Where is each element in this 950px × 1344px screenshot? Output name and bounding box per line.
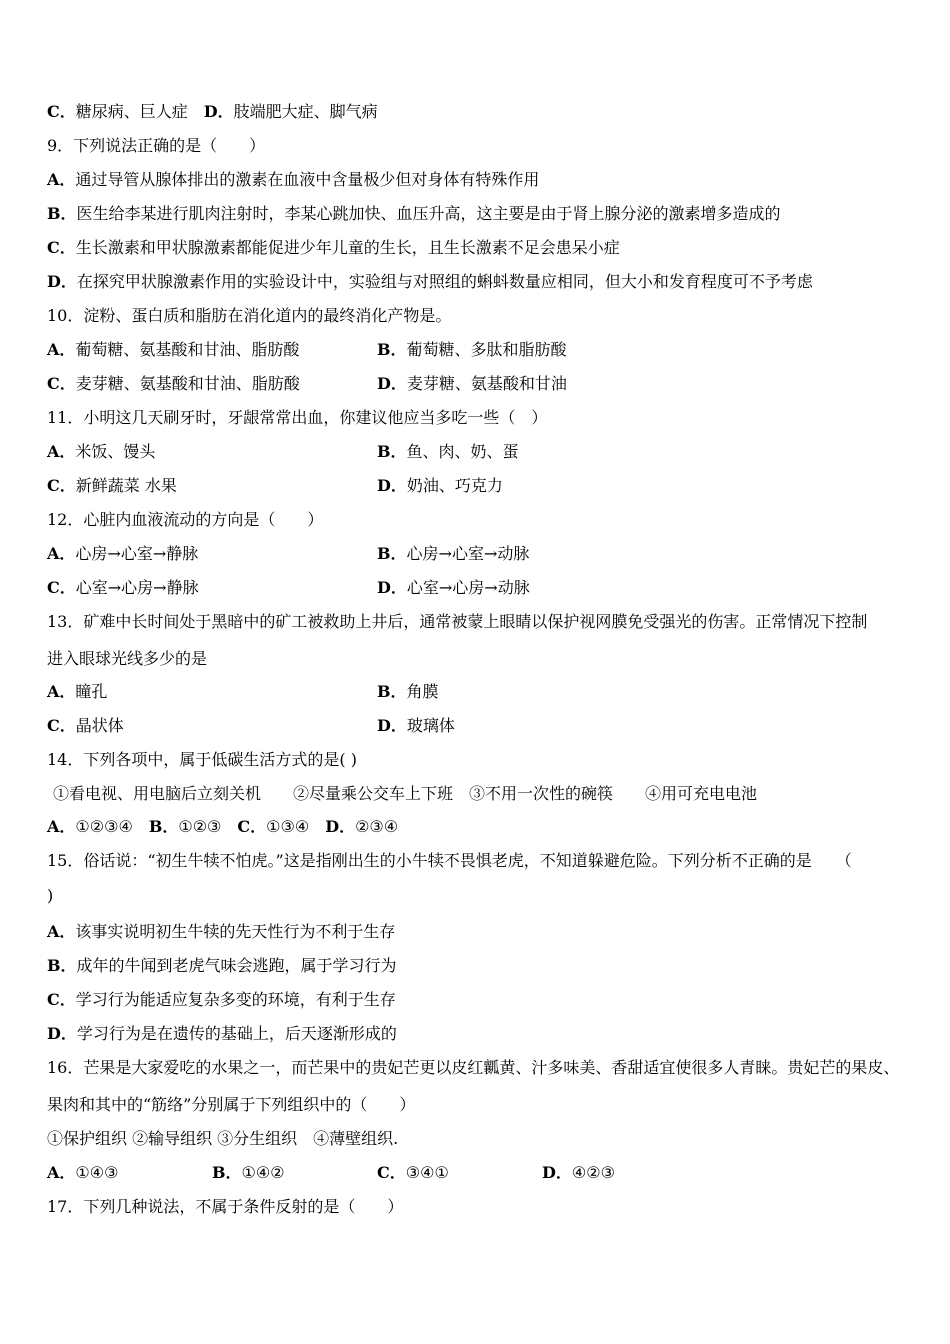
option-label: C． [47,990,76,1009]
q14-items: ①看电视、用电脑后立刻关机 ②尽量乘公交车上下班 ③不用一次性的碗筷 ④用可充电电池 [53,784,758,803]
option-text: 麦芽糖、氨基酸和甘油 [406,374,567,393]
option-text: ②③④ [355,817,399,836]
q10-option-b [377,340,567,360]
q16-stem-line1: 16．芒果是大家爱吃的水果之一，而芒果中的贵妃芒更以皮红瓤黄、汁多味美、香甜适宜使很多人青睐。贵妃芒的果皮、 [47,1058,900,1077]
q16-option-b [212,1163,285,1183]
q11-stem: 11．小明这几天刷牙时，牙龈常常出血，你建议他应当多吃一些（ ） [47,408,548,427]
q16-items: ①保护组织 ②输导组织 ③分生组织 ④薄壁组织. [47,1129,399,1148]
option-text: 心房→心室→静脉 [75,544,199,563]
option-label: B． [377,442,407,461]
option-text: 玻璃体 [406,716,455,735]
option-label: A． [47,922,76,941]
option-label: D． [47,272,77,291]
option-label: B． [47,204,77,223]
option-label: A． [47,682,76,701]
option-label: A． [47,340,76,359]
option-text: 瞳孔 [75,682,108,701]
option-text: 晶状体 [75,716,124,735]
option-label: C． [47,374,76,393]
option-label: A． [47,544,76,563]
q11-option-c [47,476,177,496]
q16-stem-line2: 果肉和其中的“筋络”分别属于下列组织中的（ ） [47,1095,416,1114]
q10-option-c [47,374,300,394]
option-label: B． [212,1163,242,1182]
q10-option-a [47,340,299,360]
q9-option-d [47,272,813,292]
option-text: ①②③④ [75,817,133,836]
option-text: ①④③ [75,1163,119,1182]
q9-option-a [47,170,539,190]
option-label: C． [47,578,76,597]
option-label: C． [47,102,76,121]
q12-stem: 12．心脏内血液流动的方向是（ ） [47,510,324,529]
option-text: 在探究甲状腺激素作用的实验设计中，实验组与对照组的蝌蚪数量应相同，但大小和发育程度可不予考虑 [76,272,813,291]
q12-option-d [377,578,530,598]
option-text: 米饭、馒头 [75,442,156,461]
option-text: 葡萄糖、多肽和脂肪酸 [406,340,567,359]
option-label: D． [377,578,407,597]
option-c-text: 糖尿病、巨人症 [75,102,188,121]
option-text: 葡萄糖、氨基酸和甘油、脂肪酸 [75,340,300,359]
option-label: A． [47,442,76,461]
option-text: 心房→心室→动脉 [406,544,530,563]
option-label: C． [237,817,267,836]
option-text: ①③④ [266,817,310,836]
q12-option-b [377,544,529,564]
q15-option-c [47,990,396,1010]
option-text: 通过导管从腺体排出的激素在血液中含量极少但对身体有特殊作用 [75,170,540,189]
option-label: A． [47,170,76,189]
q14-stem: 14．下列各项中，属于低碳生活方式的是( ) [47,750,357,769]
option-label: D． [325,817,356,836]
option-text: 该事实说明初生牛犊的先天性行为不利于生存 [75,922,396,941]
option-text: 新鲜蔬菜 水果 [75,476,177,495]
option-label: B． [377,340,407,359]
option-text: 鱼、肉、奶、蛋 [406,442,519,461]
q9-option-c [47,238,620,258]
option-text: 生长激素和甲状腺激素都能促进少年儿童的生长，且生长激素不足会患呆小症 [75,238,620,257]
option-text: 奶油、巧克力 [406,476,503,495]
option-text: 心室→心房→静脉 [75,578,199,597]
option-label: A． [47,817,76,836]
q12-option-c [47,578,199,598]
q15-option-d [47,1024,397,1044]
option-text: 心室→心房→动脉 [406,578,530,597]
option-text: 学习行为是在遗传的基础上，后天逐渐形成的 [76,1024,397,1043]
option-label: D． [542,1163,572,1182]
q15-stem-line1: 15．俗话说：“初生牛犊不怕虎。”这是指刚出生的小牛犊不畏惧老虎，不知道躲避危险。下列分析不正确的是 （ [47,851,852,870]
option-text: 麦芽糖、氨基酸和甘油、脂肪酸 [75,374,300,393]
option-label: C． [377,1163,406,1182]
q15-stem-line2: ) [47,886,54,905]
option-label: C． [47,716,76,735]
option-text: 医生给李某进行肌肉注射时，李某心跳加快、血压升高，这主要是由于肾上腺分泌的激素增多造成的 [76,204,781,223]
option-label: D． [377,476,407,495]
option-text: ③④① [405,1163,449,1182]
option-label: B． [377,544,407,563]
q13-stem-line2: 进入眼球光线多少的是 [47,649,208,668]
option-label: D． [203,102,234,121]
option-text: ④②③ [571,1163,615,1182]
q13-option-d [377,716,455,736]
option-text: ①④② [241,1163,285,1182]
q8-options [47,102,378,122]
q13-option-c [47,716,124,736]
q12-option-a [47,544,198,564]
q13-stem-line1: 13．矿难中长时间处于黑暗中的矿工被救助上井后，通常被蒙上眼睛以保护视网膜免受强光的伤害。正常情况下控制 [47,612,868,631]
option-label: B． [47,956,77,975]
q16-option-c [377,1163,449,1183]
option-text: 学习行为能适应复杂多变的环境，有利于生存 [75,990,396,1009]
option-label: D． [377,716,407,735]
option-text: 角膜 [406,682,439,701]
q17-stem: 17．下列几种说法，不属于条件反射的是（ ） [47,1197,404,1216]
q9-option-b [47,204,781,224]
option-label: D． [377,374,407,393]
q11-option-a [47,442,155,462]
q15-option-a [47,922,395,942]
q13-option-a [47,682,107,702]
q16-option-a [47,1163,118,1183]
option-label: D． [47,1024,77,1043]
option-label: A． [47,1163,76,1182]
q10-option-d [377,374,567,394]
option-label: B． [377,682,407,701]
q11-option-b [377,442,519,462]
q10-stem: 10．淀粉、蛋白质和脂肪在消化道内的最终消化产物是。 [47,306,452,325]
q11-option-d [377,476,503,496]
q15-option-b [47,956,397,976]
q14-options [47,817,398,837]
option-label: C． [47,476,76,495]
option-text: 成年的牛闻到老虎气味会逃跑，属于学习行为 [76,956,397,975]
option-text: ①②③ [178,817,222,836]
option-label: B． [148,817,179,836]
q9-stem: 9．下列说法正确的是（ ） [47,136,266,155]
option-d-text: 肢端肥大症、脚气病 [233,102,378,121]
q13-option-b [377,682,439,702]
q16-option-d [542,1163,615,1183]
option-label: C． [47,238,76,257]
